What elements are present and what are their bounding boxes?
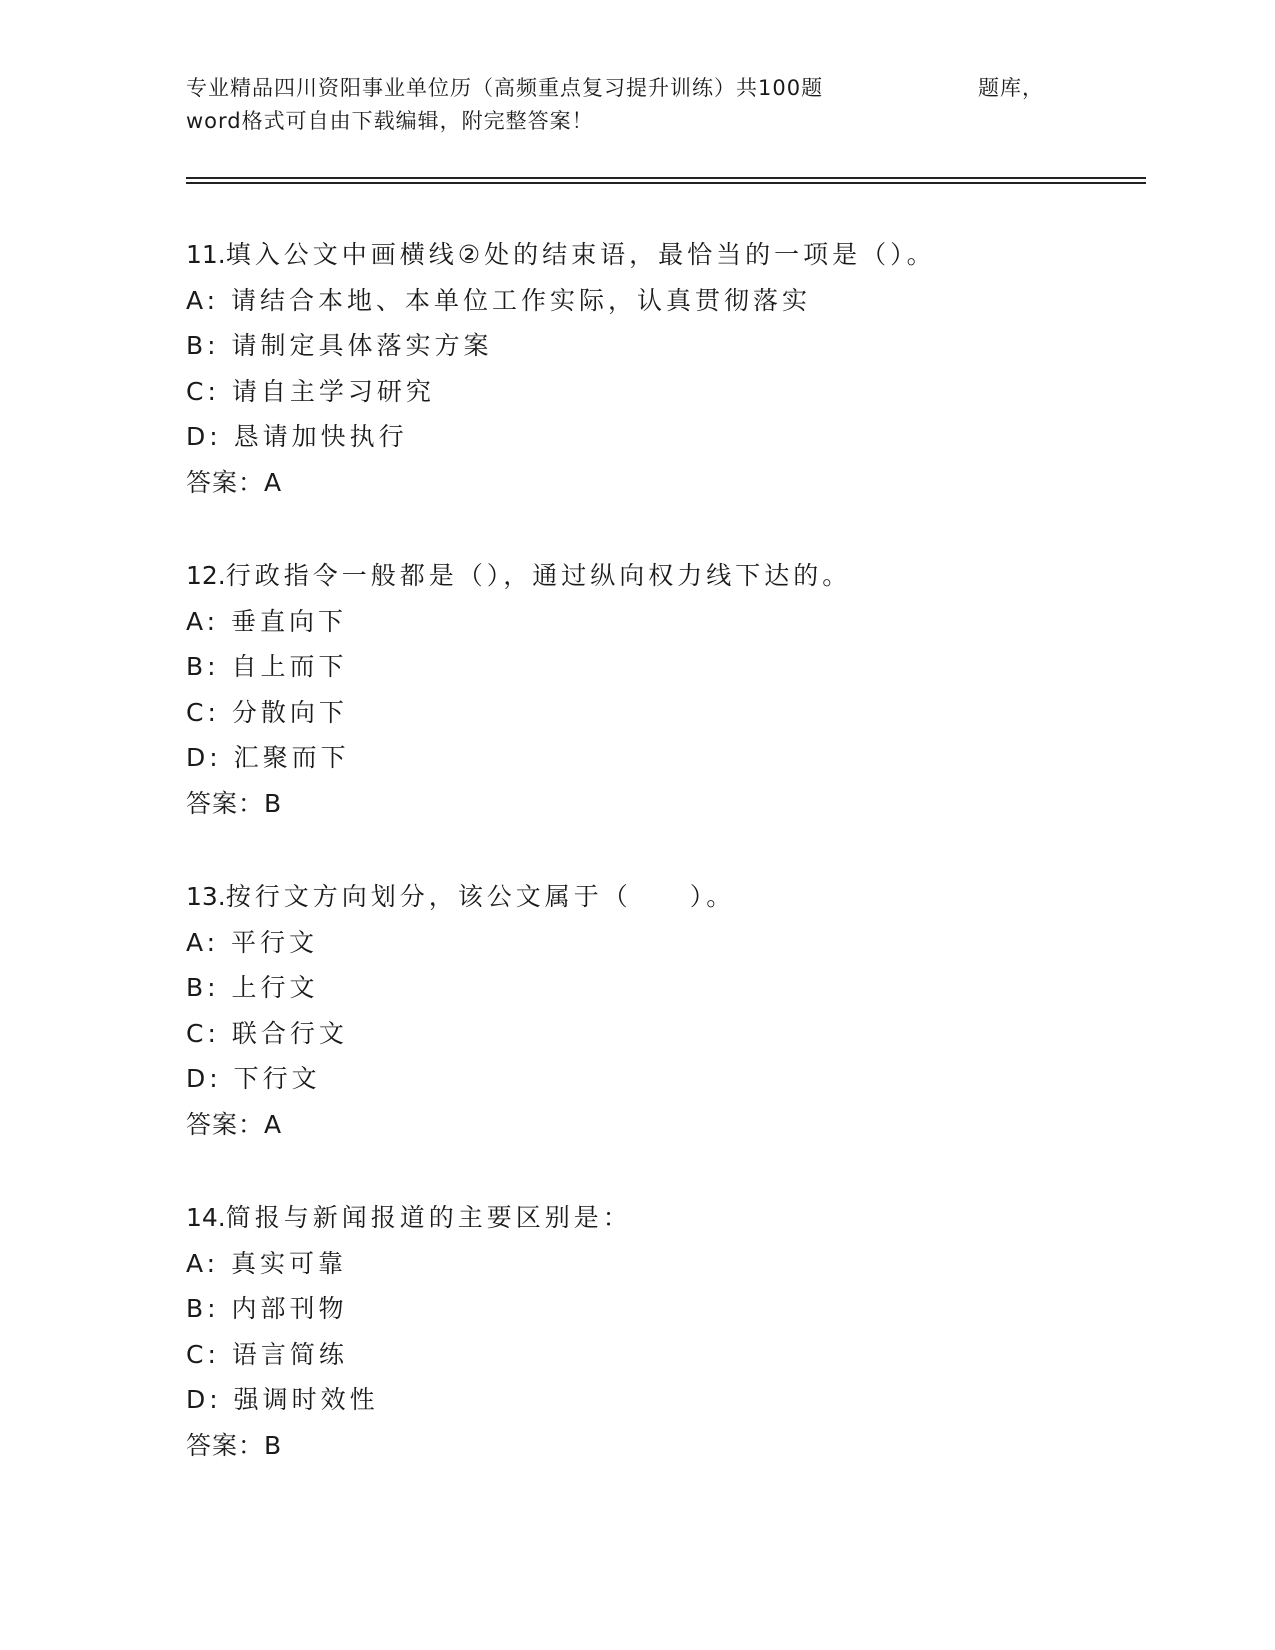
option-letter: A:: [186, 1248, 220, 1278]
answer-line: [186, 1423, 1146, 1469]
question-block: [186, 1195, 1146, 1516]
answer-value: A: [264, 467, 283, 497]
option-line: [186, 1332, 1146, 1378]
question-number: 11.: [186, 240, 226, 269]
option-letter: D:: [186, 1385, 222, 1415]
header-title-line: [186, 72, 1106, 105]
answer-line: [186, 1102, 1146, 1148]
option-letter: C:: [186, 1339, 220, 1369]
question-stem: 按行文方向划分，该公文属于（ ）。: [225, 882, 736, 911]
option-line: [186, 1286, 1146, 1332]
option-line: [186, 735, 1146, 781]
option-text: 自上而下: [231, 652, 348, 682]
option-text: 下行文: [233, 1064, 321, 1094]
question-stem: 简报与新闻报道的主要区别是：: [225, 1203, 632, 1232]
option-line: [186, 644, 1146, 690]
option-line: [186, 278, 1146, 324]
option-line: [186, 369, 1146, 415]
option-line: [186, 920, 1146, 966]
option-text: 内部刊物: [231, 1294, 348, 1324]
option-line: [186, 1377, 1146, 1423]
option-line: [186, 690, 1146, 736]
answer-value: B: [264, 788, 283, 818]
answer-value: A: [264, 1109, 283, 1139]
question-stem-line: [186, 874, 1146, 920]
option-text: 汇聚而下: [233, 743, 350, 773]
question-number: 13.: [186, 882, 226, 911]
option-letter: C:: [186, 697, 220, 727]
option-text: 强调时效性: [233, 1385, 379, 1415]
option-letter: C:: [186, 1018, 220, 1048]
header-title: 专业精品四川资阳事业单位历（高频重点复习提升训练）共100题: [186, 76, 824, 100]
question-number: 12.: [186, 561, 226, 590]
option-text: 恳请加快执行: [233, 422, 408, 452]
option-line: [186, 1056, 1146, 1102]
option-text: 请结合本地、本单位工作实际，认真贯彻落实: [231, 285, 812, 315]
option-text: 垂直向下: [231, 606, 348, 636]
answer-label: 答案：: [186, 467, 265, 497]
header-divider-top: [186, 177, 1146, 179]
header-title-suffix: 题库，: [978, 76, 1044, 100]
question-stem-line: [186, 232, 1146, 278]
option-line: [186, 965, 1146, 1011]
option-letter: B:: [186, 1294, 220, 1324]
option-letter: B:: [186, 331, 220, 361]
option-text: 语言简练: [231, 1339, 348, 1369]
option-text: 真实可靠: [231, 1248, 348, 1278]
option-letter: B:: [186, 652, 220, 682]
question-stem: 行政指令一般都是（），通过纵向权力线下达的。: [225, 561, 852, 590]
option-text: 请制定具体落实方案: [231, 331, 493, 361]
question-block: [186, 232, 1146, 553]
option-letter: D:: [186, 743, 222, 773]
option-text: 联合行文: [231, 1018, 348, 1048]
answer-label: 答案：: [186, 1430, 265, 1460]
question-block: [186, 874, 1146, 1195]
answer-label: 答案：: [186, 1109, 265, 1139]
header-subtitle: word格式可自由下载编辑，附完整答案！: [186, 109, 594, 133]
option-letter: A:: [186, 285, 220, 315]
option-line: [186, 414, 1146, 460]
option-letter: C:: [186, 376, 220, 406]
option-letter: A:: [186, 606, 220, 636]
question-list: [186, 232, 1146, 1516]
option-line: [186, 1011, 1146, 1057]
question-number: 14.: [186, 1203, 226, 1232]
option-line: [186, 1241, 1146, 1287]
answer-line: [186, 781, 1146, 827]
option-text: 请自主学习研究: [231, 376, 435, 406]
question-stem-line: [186, 553, 1146, 599]
answer-line: [186, 460, 1146, 506]
question-stem-line: [186, 1195, 1146, 1241]
option-letter: B:: [186, 973, 220, 1003]
option-line: [186, 599, 1146, 645]
answer-value: B: [264, 1430, 283, 1460]
document-header: [186, 72, 1106, 138]
option-line: [186, 323, 1146, 369]
option-letter: D:: [186, 1064, 222, 1094]
question-stem: 填入公文中画横线②处的结束语，最恰当的一项是（）。: [225, 240, 936, 269]
header-divider-bottom: [186, 182, 1146, 184]
question-block: [186, 553, 1146, 874]
answer-label: 答案：: [186, 788, 265, 818]
option-text: 分散向下: [231, 697, 348, 727]
option-text: 平行文: [231, 927, 319, 957]
option-letter: A:: [186, 927, 220, 957]
option-text: 上行文: [231, 973, 319, 1003]
option-letter: D:: [186, 422, 222, 452]
